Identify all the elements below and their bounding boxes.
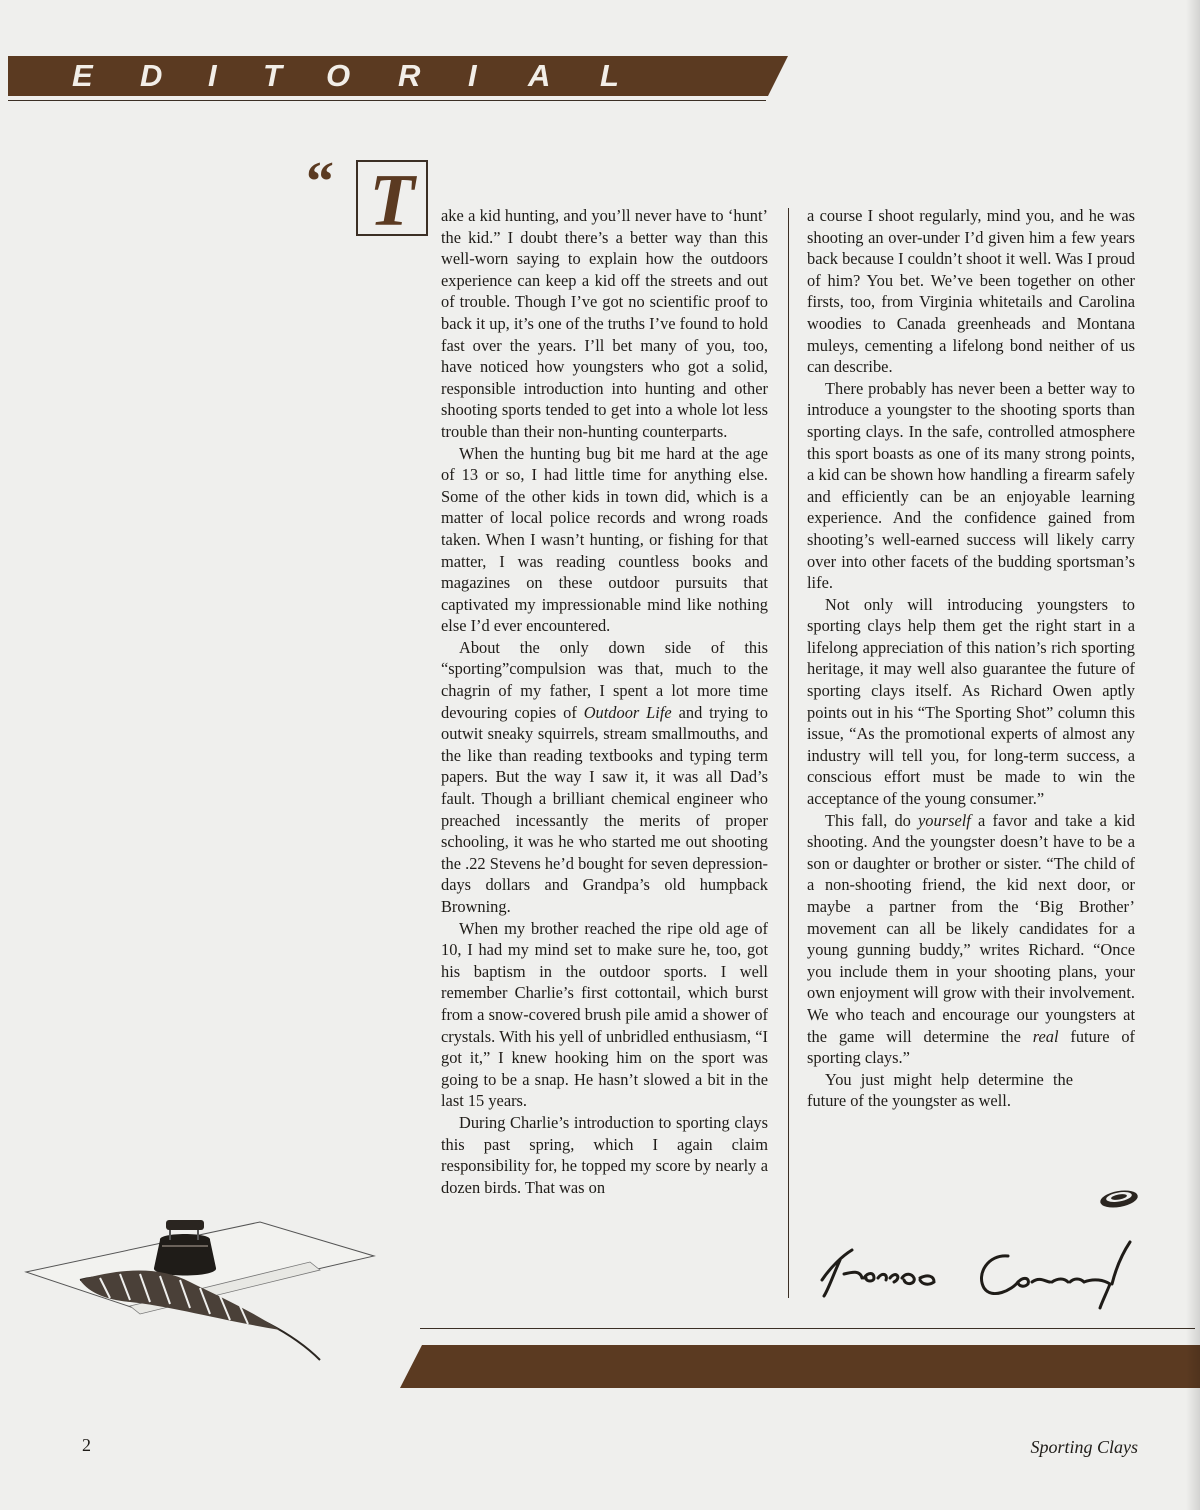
- article-column-2: [807, 205, 1135, 1112]
- text-run: and trying to outwit sneaky squirrels, stream smallmouths, and the like than reading textbooks and typing term papers. But the way I saw it, it was all Dad’s fault. Though a brilliant chemical engineer who preached incessantly the merits of proper schooling, it was he who started me out shooting the .22 Stevens he’d bought for seven depression-days dollars and Grandpa’s old humpback Browning.: [441, 702, 768, 916]
- header-letter: A: [528, 58, 551, 93]
- page-edge-shadow: [1186, 0, 1200, 1510]
- paragraph: a course I shoot regularly, mind you, and he was shooting an over-under I’d given him a few years back because I couldn’t shoot it well. Was I proud of him? You bet. We’ve been together on other firsts, too, from Virginia whitetails and Carolina woodies to Canada greenheads and Montana muleys, cementing a lifelong bond neither of us can describe.: [807, 206, 1135, 377]
- footer-band: [400, 1345, 1200, 1388]
- header-letter: E: [72, 58, 93, 93]
- header-letter: T: [263, 58, 282, 93]
- open-quote-mark: “: [306, 151, 334, 213]
- column-divider: [788, 208, 789, 1298]
- paragraph: When my brother reached the ripe old age of 10, I had my mind set to make sure he, too, got his baptism in the outdoor sports. I well remember Charlie’s first cottontail, which burst from a snow-covered brush pile amid a shower of crystals. With his yell of unbridled enthusiasm, “I got it,” I knew hooking him on the sport was going to be a snap. He hasn’t slowed a bit in the last 15 years.: [441, 918, 768, 1111]
- article-column-1: [441, 205, 768, 1198]
- header-title: [8, 56, 708, 96]
- clay-target-icon: [1098, 1186, 1140, 1212]
- drop-cap-box: [356, 160, 428, 242]
- header-letter: L: [600, 58, 619, 93]
- header-letter: I: [468, 58, 477, 93]
- paragraph: During Charlie’s introduction to sporting clays this past spring, which I again claim responsibility for, he topped my score by nearly a dozen birds. That was on: [441, 1112, 768, 1197]
- paragraph: ake a kid hunting, and you’ll never have to ‘hunt’ the kid.” I doubt there’s a better way than this well-worn saying to explain how the outdoors experience can keep a kid off the streets and out of trouble. Though I’ve got no scientific proof to back it up, it’s one of the truths I’ve found to hold fast over the years. I’ll bet many of you, too, have noticed how youngsters who got a solid, responsible introduction into hunting and other shooting sports tended to get into a whole lot less trouble than their non-hunting counterparts.: [441, 206, 768, 441]
- signature: [812, 1238, 1142, 1310]
- footer-rule: [420, 1328, 1195, 1329]
- paragraph: There probably has never been a better way to introduce a youngster to the shooting sports than sporting clays. In the safe, controlled atmosphere this sport boasts as one of its many strong points, a kid can be shown how handling a firearm safely and efficiently can be an enjoyable learning experience. And the confidence gained from shooting’s well-earned success will likely carry over into other facets of the budding sportsman’s life.: [807, 378, 1135, 593]
- drop-cap: T: [369, 160, 415, 242]
- header-letter: I: [208, 58, 217, 93]
- page-number: 2: [82, 1435, 91, 1455]
- header-letter: O: [326, 58, 351, 93]
- header-letter: R: [398, 58, 421, 93]
- header-letter: D: [140, 58, 163, 93]
- text-run: a favor and take a kid shooting. And the youngster doesn’t have to be a son or daughter or brother or sister. “The child of a non-shooting friend, the kid next door, or maybe a partner from the ‘Big Brother’ movement can all be likely candidates for a young gunning buddy,” writes Richard. “Once you include them in your shooting plans, your own enjoyment will grow with their involvement. We who teach and encourage our youngsters at the game will determine the: [807, 810, 1135, 1046]
- text-run: This fall, do: [825, 810, 919, 830]
- paragraph: Not only will introducing youngsters to sporting clays help them get the right start in a lifelong appreciation of this nation’s rich sporting heritage, it may well also guarantee the future of sporting clays itself. As Richard Owen aptly points out in his “The Sporting Shot” column this issue, “As the promotional experts of almost any industry will tell you, for long-term success, a conscious effort must be made to win the acceptance of the young consumer.”: [807, 594, 1135, 809]
- magazine-name: Sporting Clays: [1030, 1437, 1138, 1457]
- editorial-header: [8, 56, 788, 96]
- emphasis: yourself: [918, 810, 971, 830]
- text-run: future of sporting clays.”: [807, 1026, 1135, 1068]
- header-rule: [8, 100, 766, 101]
- publication-title: Outdoor Life: [583, 702, 672, 722]
- emphasis: real: [1032, 1026, 1059, 1046]
- text-run: About the only down side of this “sporting”compulsion was that, much to the chagrin of my father, I spent a lot more time devouring copies of: [441, 637, 768, 722]
- paragraph: You just might help determine the future of the youngster as well.: [807, 1069, 1073, 1111]
- paragraph: [441, 637, 768, 918]
- paragraph: [807, 810, 1135, 1069]
- paragraph: When the hunting bug bit me hard at the age of 13 or so, I had little time for anything else. Some of the other kids in town did, which is a matter of local police records and wrong roads taken. When I wasn’t hunting, or fishing for that matter, I was reading countless books and magazines on these outdoor pursuits that captivated my impressionable mind like nothing else I’d ever encountered.: [441, 443, 768, 636]
- quill-and-inkwell-icon: [20, 1210, 390, 1370]
